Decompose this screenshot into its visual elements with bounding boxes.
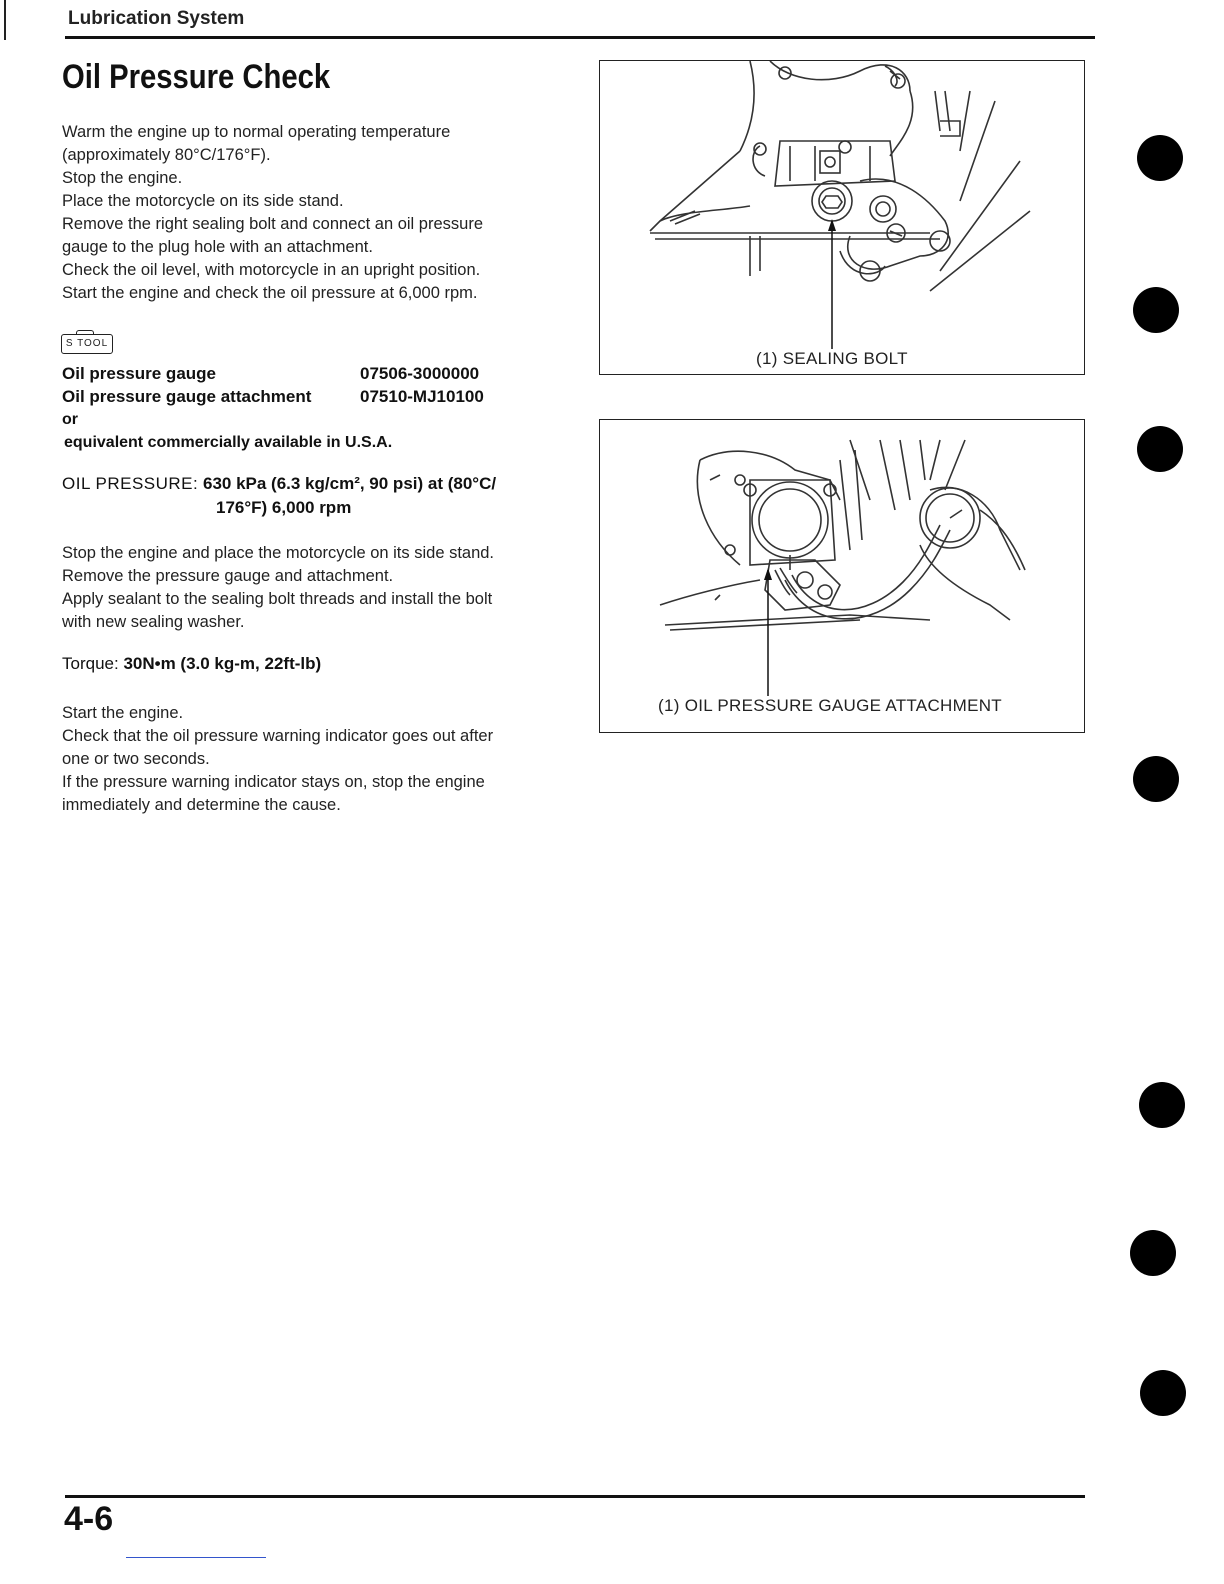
tool-number: 07506-3000000 [360, 364, 480, 383]
instruction-line: with new sealing washer. [62, 613, 245, 631]
engine-case-illustration [600, 61, 1084, 374]
binder-hole-mark [1137, 426, 1183, 472]
instruction-line: Start the engine. [62, 704, 184, 722]
instruction-line: one or two seconds. [62, 750, 210, 768]
tool-number: 07510-MJ10100 [360, 387, 484, 406]
tool-row [62, 362, 532, 385]
instruction-line: Check the oil level, with motorcycle in an upright position. [62, 261, 481, 279]
spec-label: OIL PRESSURE: [62, 474, 199, 493]
page-edge-mark [4, 0, 6, 40]
section-header: Lubrication System [68, 8, 245, 29]
tool-row [62, 385, 532, 408]
figure-gauge-attachment [599, 419, 1085, 733]
instruction-line: Stop the engine and place the motorcycle on its side stand. [62, 544, 495, 562]
torque-value: 30N•m (3.0 kg-m, 22ft-lb) [123, 654, 322, 673]
tools-equivalent-note: equivalent commercially available in U.S.A. [64, 434, 393, 451]
figure-sealing-bolt [599, 60, 1085, 375]
tools-or: or [62, 411, 78, 428]
instruction-line: Stop the engine. [62, 169, 183, 187]
page-number: 4-6 [64, 1500, 114, 1538]
binder-hole-mark [1140, 1370, 1186, 1416]
intro-instructions [62, 121, 562, 305]
figure-caption: (1) OIL PRESSURE GAUGE ATTACHMENT [658, 696, 1002, 715]
instruction-line: Apply sealant to the sealing bolt threads and install the bolt [62, 590, 493, 608]
final-check-instructions [62, 702, 562, 817]
instruction-line: Place the motorcycle on its side stand. [62, 192, 344, 210]
binder-hole-mark [1133, 287, 1179, 333]
instruction-line: Warm the engine up to normal operating temperature [62, 123, 451, 141]
instruction-line: If the pressure warning indicator stays on, stop the engine [62, 773, 485, 791]
tool-name: Oil pressure gauge attachment [62, 387, 312, 406]
binder-hole-mark [1139, 1082, 1185, 1128]
spec-value-cont: 176°F) 6,000 rpm [216, 498, 352, 517]
figure-caption: (1) SEALING BOLT [756, 349, 908, 368]
instruction-line: Remove the pressure gauge and attachment. [62, 567, 394, 585]
special-tools-list [62, 362, 532, 454]
removal-instructions [62, 542, 562, 634]
page-title: Oil Pressure Check [62, 58, 331, 96]
binder-hole-mark [1133, 756, 1179, 802]
instruction-line: immediately and determine the cause. [62, 796, 341, 814]
gauge-installation-illustration [600, 420, 1084, 732]
torque-label: Torque: [62, 654, 119, 673]
instruction-line: Check that the oil pressure warning indicator goes out after [62, 727, 494, 745]
instruction-line: (approximately 80°C/176°F). [62, 146, 271, 164]
footer-link-underline [126, 1557, 266, 1558]
instruction-line: gauge to the plug hole with an attachment. [62, 238, 373, 256]
instruction-line: Remove the right sealing bolt and connect an oil pressure [62, 215, 483, 233]
torque-spec [62, 654, 321, 674]
binder-hole-mark [1137, 135, 1183, 181]
oil-pressure-spec [62, 472, 496, 520]
tool-name: Oil pressure gauge [62, 364, 216, 383]
footer-rule [65, 1495, 1085, 1498]
instruction-line: Start the engine and check the oil pressure at 6,000 rpm. [62, 284, 478, 302]
spec-value: 630 kPa (6.3 kg/cm², 90 psi) at (80°C/ [202, 474, 497, 493]
header-rule [65, 36, 1095, 39]
special-tool-icon: S TOOL [61, 334, 113, 354]
binder-hole-mark [1130, 1230, 1176, 1276]
